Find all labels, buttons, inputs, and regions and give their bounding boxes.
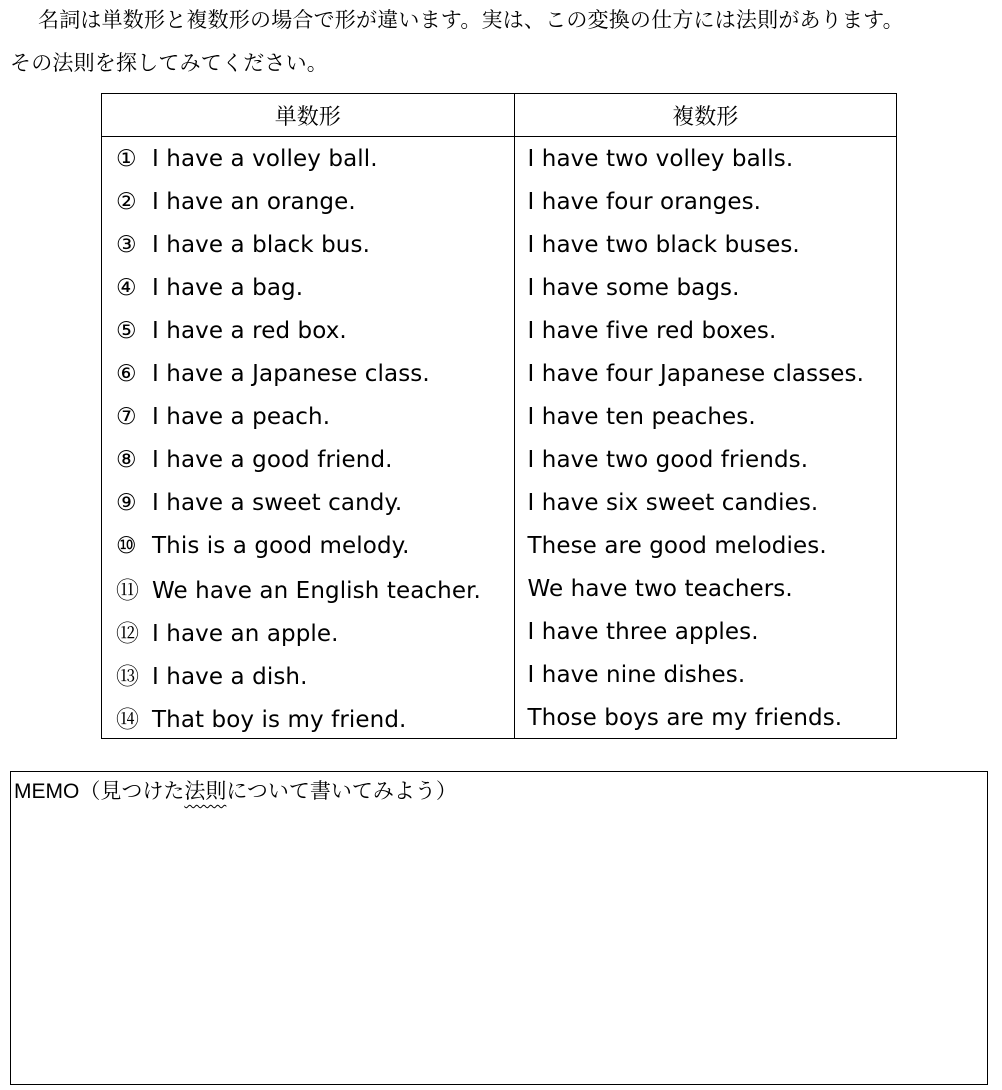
singular-cell: [102, 696, 514, 739]
table-row: [102, 696, 896, 739]
table-row: [102, 137, 896, 181]
row-number: ⑥: [116, 360, 137, 387]
singular-sentence: I have a black bus.: [152, 231, 370, 258]
plural-cell: I have two good friends.: [527, 446, 809, 473]
comparison-table: [102, 94, 896, 739]
row-number: ⑪: [116, 578, 140, 604]
singular-cell: [102, 309, 514, 352]
table-row: [102, 309, 896, 352]
singular-cell: [102, 223, 514, 266]
plural-cell: I have nine dishes.: [527, 661, 746, 688]
row-number: ⑩: [116, 532, 137, 559]
memo-title-prefix: MEMO（見つけた: [14, 780, 185, 803]
singular-cell: [102, 137, 514, 181]
table-row: [102, 223, 896, 266]
plural-cell: I have two black buses.: [527, 231, 800, 258]
row-number: ③: [116, 231, 137, 258]
singular-sentence: I have a good friend.: [152, 446, 393, 473]
memo-writing-area[interactable]: [11, 812, 987, 1084]
singular-cell: [102, 395, 514, 438]
singular-sentence: That boy is my friend.: [152, 707, 407, 733]
row-number: ⑭: [116, 707, 140, 733]
plural-cell: I have ten peaches.: [527, 403, 756, 430]
singular-cell: [102, 567, 514, 610]
plural-cell: I have three apples.: [527, 618, 759, 645]
table-row: [102, 266, 896, 309]
singular-sentence: I have a Japanese class.: [152, 360, 430, 387]
table-row: [102, 610, 896, 653]
singular-cell: [102, 352, 514, 395]
instruction-line-1: 名詞は単数形と複数形の場合で形が違います。実は、この変換の仕方には法則があります。: [38, 8, 904, 32]
plural-cell: Those boys are my friends.: [527, 704, 843, 731]
plural-cell: We have two teachers.: [527, 575, 793, 602]
singular-cell: [102, 610, 514, 653]
singular-sentence: I have a red box.: [152, 317, 347, 344]
plural-cell: I have two volley balls.: [527, 145, 794, 172]
header-plural: 複数形: [514, 94, 896, 137]
table-row: [102, 481, 896, 524]
singular-sentence: I have a sweet candy.: [152, 489, 403, 516]
table-row: [102, 438, 896, 481]
singular-sentence: I have an orange.: [152, 188, 356, 215]
table-row: [102, 653, 896, 696]
memo-title: [14, 778, 457, 806]
plural-cell: These are good melodies.: [527, 532, 827, 559]
singular-cell: [102, 524, 514, 567]
singular-sentence: This is a good melody.: [152, 532, 410, 559]
table-header-row: [102, 94, 896, 137]
singular-plural-table: [101, 93, 897, 739]
plural-cell: I have six sweet candies.: [527, 489, 819, 516]
table-row: [102, 524, 896, 567]
singular-sentence: We have an English teacher.: [152, 578, 481, 604]
table-row: [102, 567, 896, 610]
singular-sentence: I have a dish.: [152, 664, 308, 690]
singular-sentence: I have an apple.: [152, 621, 339, 647]
row-number: ⑤: [116, 317, 137, 344]
memo-title-emphasis: 法則: [184, 780, 227, 803]
row-number: ⑧: [116, 446, 137, 473]
row-number: ⑫: [116, 621, 140, 647]
plural-cell: I have five red boxes.: [527, 317, 777, 344]
row-number: ①: [116, 145, 137, 172]
memo-title-suffix: について書いてみよう）: [226, 780, 457, 803]
row-number: ④: [116, 274, 137, 301]
singular-cell: [102, 180, 514, 223]
row-number: ⑨: [116, 489, 137, 516]
row-number: ⑦: [116, 403, 137, 430]
singular-cell: [102, 481, 514, 524]
singular-sentence: I have a bag.: [152, 274, 304, 301]
singular-cell: [102, 438, 514, 481]
header-singular: 単数形: [102, 94, 514, 137]
table-row: [102, 395, 896, 438]
singular-sentence: I have a peach.: [152, 403, 331, 430]
singular-cell: [102, 266, 514, 309]
instruction-line-2: その法則を探してみてください。: [10, 51, 328, 75]
plural-cell: I have four Japanese classes.: [527, 360, 865, 387]
row-number: ②: [116, 188, 137, 215]
row-number: ⑬: [116, 664, 140, 690]
singular-cell: [102, 653, 514, 696]
table-row: [102, 180, 896, 223]
table-body: [102, 137, 896, 740]
plural-cell: I have some bags.: [527, 274, 740, 301]
singular-sentence: I have a volley ball.: [152, 145, 378, 172]
table-row: [102, 352, 896, 395]
instructions: [10, 0, 1000, 86]
plural-cell: I have four oranges.: [527, 188, 762, 215]
memo-box: [10, 771, 988, 1085]
